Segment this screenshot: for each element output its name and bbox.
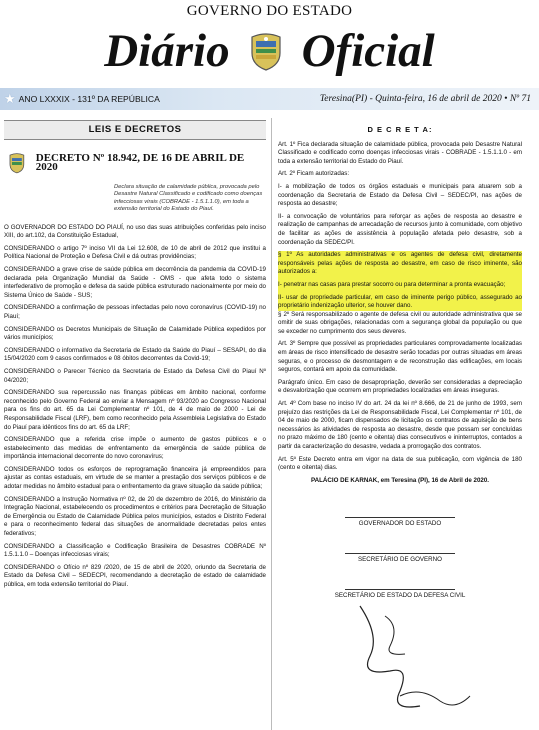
decree-seal-icon	[8, 152, 26, 174]
considerando-10: CONSIDERANDO a Instrução Normativa nº 02, de 20 de dezembro de 2016, do Ministério da Integração Nacional, estabelecendo os procedimentos e critérios para Decretação de Situação de Emergência ou Estado de Calamidade Pública pelos municípios, estados e Distrito Federal e para o reconhecimento federal das situações de anormalidade decretadas pelos entes federativos;	[4, 495, 266, 538]
issue-band	[0, 88, 539, 110]
left-column	[4, 120, 266, 594]
considerando-12: CONSIDERANDO o Ofício nº 829 /2020, de 15 de abril de 2020, oriundo da Secretaria de Estado da Defesa Civil – SEDECPI, recomendando a decretação de estado de calamidade pública, em toda extensão territorial do Piauí.	[4, 563, 266, 588]
considerando-6: CONSIDERANDO o Parecer Técnico da Secretaria de Estado da Defesa Civil do Piauí Nº 04/2020;	[4, 367, 266, 384]
article-2-item-1: I- a mobilização de todos os órgãos estaduais e municipais para atuarem sob a coordenação da Secretaria de Estado da Defesa Civil – SEDEC/PI, nas ações de resposta ao desastre;	[278, 182, 522, 208]
considerando-11: CONSIDERANDO a Classificação e Codificação Brasileira de Desastres COBRADE Nº 1.5.1.1.0 – Doenças infecciosas virais;	[4, 542, 266, 559]
article-2-paragraph-2: § 2º Será responsabilizado o agente de defesa civil ou autoridade administrativa que se omitir de suas obrigações, relacionadas com a segurança global da população ou que se exceder no cumprimento dos seus deveres.	[278, 310, 522, 335]
signature-secretary-government: SECRETÁRIO DE GOVERNO	[278, 553, 522, 565]
signature-governor: GOVERNADOR DO ESTADO	[278, 517, 522, 529]
article-3-sole-paragraph: Parágrafo único. Em caso de desapropriação, deverão ser consideradas a depreciação e desvalorização que ocorrem em propriedades localizadas em áreas inseguras.	[278, 378, 522, 395]
decree-summary: Declara situação de calamidade pública, provocada pelo Desastre Natural Classificado e codificado como doenças infecciosas virais (COBRADE - 1.5.1.1.0), em toda a extensão territorial do Estado do Piauí.	[114, 184, 263, 213]
article-2-item-2: II- a convocação de voluntários para reforçar as ações de resposta ao desastre e realização de campanhas de arrecadação de recursos junto à comunidade, com objetivo de facilitar as ações de assistência à população afetada pelo desastre, sob a coordenação da SEDEC/PI.	[278, 212, 522, 246]
article-3: Art. 3º Sempre que possível as propriedades particulares comprovadamente localizadas em áreas de risco intensificado de desastre serão tocadas por outras situadas em áreas seguras, e o processo de desmontagem e de reconstrução das edificações, em locais seguros, contará em apoio da comunidade.	[278, 340, 522, 374]
masthead	[0, 22, 539, 80]
highlighted-paragraph	[278, 251, 522, 311]
right-column	[278, 126, 522, 600]
issue-year: ANO LXXXIX - 131º DA REPÚBLICA	[18, 94, 160, 104]
decree-title: DECRETO Nº 18.942, DE 16 DE ABRIL DE 2020	[35, 152, 245, 173]
signature-secretary-civil-defense: SECRETÁRIO DE ESTADO DA DEFESA CIVIL	[278, 589, 522, 601]
star-icon: ★	[4, 91, 16, 106]
article-2-paragraph-1-item-1: I- penetrar nas casas para prestar socorro ou para determinar a pronta evacuação;	[278, 280, 506, 288]
state-seal-icon	[248, 31, 284, 71]
considerando-4: CONSIDERANDO os Decretos Municipais de Situação de Calamidade Pública expedidos por vários municípios;	[4, 325, 266, 342]
considerando-2: CONSIDERANDO a grave crise de saúde pública em decorrência da pandemia da COVID-19 declarada pela Organização Mundial da Saúde - OMS - que afeta todo o sistema interfederativo de promoção e defesa da saúde pública estruturado nacionalmente por meio do Sistema Único de Saúde - SUS;	[4, 266, 266, 299]
considerando-7: CONSIDERANDO sua repercussão nas finanças públicas em âmbito nacional, conforme reconhecido pelo Governo Federal ao enviar a Mensagem nº 93/2020 ao Congresso Nacional para os fins do art. 65 da Lei Complementar nº 101, de 4 de maio de 2000 - Lei de Responsabilidade Fiscal (LRF), bem como reconhecido pela Assembleia Legislativa do Estado do Piauí para idênticos fins do art. 65 da LRF;	[4, 389, 266, 431]
preamble: O GOVERNADOR DO ESTADO DO PIAUÍ, no uso das suas atribuições conferidas pelo inciso XIII, do art.102, da Constituição Estadual,	[4, 223, 266, 240]
considerando-9: CONSIDERANDO todos os esforços de reprogramação financeira já empreendidos para ajustar as contas estaduais, em virtude de se manter a prestação dos serviços públicos e de adotar medidas no âmbito estadual para o enfrentamento da grave situação da saúde pública;	[4, 465, 266, 491]
masthead-word-2: Oficial	[301, 25, 435, 77]
considerando-3: CONSIDERANDO a confirmação de pessoas infectadas pelo novo coronavírus (COVID-19) no Piauí;	[4, 304, 266, 320]
section-heading: LEIS E DECRETOS	[4, 120, 266, 140]
considerando-8: CONSIDERANDO que a referida crise impõe o aumento de gastos públicos e o estabelecimento das medidas de enfrentamento da emergência de saúde pública de importância internacional decorrente do novo coronavírus;	[4, 436, 266, 461]
considerando-1: CONSIDERANDO o artigo 7º inciso VII da Lei 12.608, de 10 de abril de 2012 que institui a Política Nacional de Proteção e Defesa Civil e dá outras providências;	[4, 244, 266, 261]
issue-date: Teresina(PI) - Quinta-feira, 16 de abril de 2020 • Nº 71	[319, 94, 531, 104]
column-divider	[271, 118, 272, 730]
article-1: Art. 1º Fica declarada situação de calamidade pública, provocada pelo Desastre Natural Classificado e codificado como doenças infecciosas virais - COBRADE - 1.5.1.1.0 - em toda a extensão territorial do Estado do Piauí.	[278, 140, 522, 165]
article-5: Art. 5º Este Decreto entra em vigor na data de sua publicação, com vigência de 180 (cento e oitenta) dias.	[278, 455, 522, 472]
article-2-paragraph-1-item-2: II- usar de propriedade particular, em caso de iminente perigo público, assegurado ao proprietário indenização ulterior, se houver dano.	[278, 293, 522, 310]
decree-header	[8, 152, 266, 174]
signing-place: PALÁCIO DE KARNAK, em Teresina (PI), 16 de Abril de 2020.	[311, 476, 489, 484]
article-2-paragraph-1: § 1º As autoridades administrativas e os agentes de defesa civil, diretamente responsáveis pelas ações de resposta ao desastre, em caso de risco iminente, são autorizados a:	[278, 251, 522, 276]
masthead-word-1: Diário	[104, 25, 230, 77]
article-4: Art. 4º Com base no inciso IV do art. 24 da lei nº 8.666, de 21 de junho de 1993, sem prejuízo das restrições da Lei de Responsabilidade Fiscal, Lei Complementar nº 101, de 04 de maio de 2000, ficam dispensados de licitação os contratos de aquisição de bens necessários às atividades de resposta ao desastre, desde que possam ser concluídas no prazo máximo de 180 (cento e oitenta) dias consecutivos e ininterruptos, contados a partir da caracterização do desastre, vedada a prorrogação dos contratos.	[278, 400, 522, 450]
decreta-heading: D E C R E T A:	[367, 125, 433, 134]
masthead-kicker: GOVERNO DO ESTADO	[186, 3, 353, 19]
article-2: Art. 2º Ficam autorizadas:	[278, 170, 350, 178]
handwritten-signatures	[330, 596, 490, 726]
considerando-5: CONSIDERANDO o informativo da Secretaria de Estado da Saúde do Piauí – SESAPI, do dia 15/04/2020 com 9 casos confirmados e 08 óbitos decorrentes da Covid-19;	[4, 346, 266, 363]
